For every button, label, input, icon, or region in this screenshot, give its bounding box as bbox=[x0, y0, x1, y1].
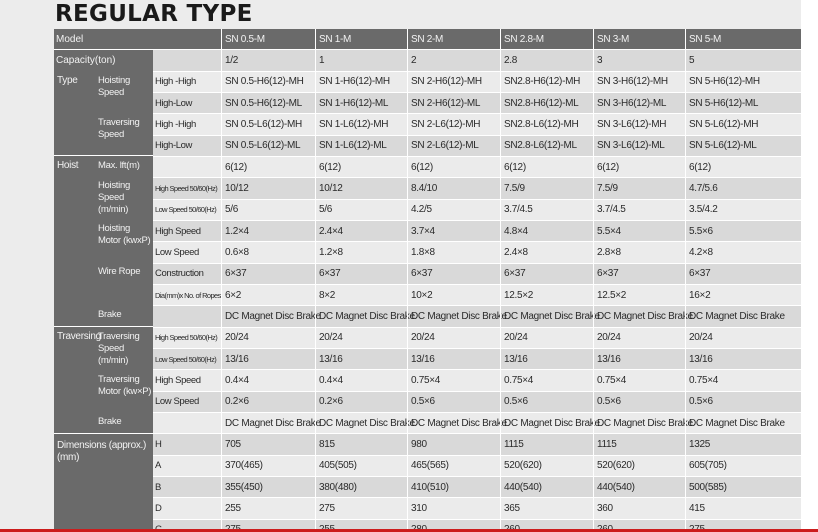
row-sub-label: High-Low bbox=[155, 97, 192, 109]
subgroup-wire-rope: Wire Rope bbox=[98, 266, 141, 278]
table-cell: 6(12) bbox=[221, 157, 315, 177]
subgroup-traversing-motor: Traversing Motor (kw×P) bbox=[98, 374, 152, 397]
table-cell: 20/24 bbox=[407, 328, 500, 348]
table-cell: 0.5×6 bbox=[407, 392, 500, 412]
table-cell: SN 3-L6(12)-MH bbox=[593, 114, 685, 134]
table-row bbox=[54, 242, 801, 263]
table-cell: 10/12 bbox=[221, 178, 315, 198]
table-row bbox=[54, 370, 801, 391]
table-cell: 6(12) bbox=[315, 157, 407, 177]
table-cell: DC Magnet Disc Brake bbox=[315, 306, 407, 326]
table-cell: DC Magnet Disc Brake bbox=[407, 413, 500, 433]
row-sub-label: Low Speed 50/60(Hz) bbox=[155, 205, 217, 215]
table-cell: 440(540) bbox=[593, 477, 685, 497]
table-cell: 1115 bbox=[593, 434, 685, 454]
model-label: Model bbox=[56, 33, 84, 45]
table-cell: 0.75×4 bbox=[685, 370, 801, 390]
row-sub-label: High Speed bbox=[155, 225, 201, 237]
table-cell: DC Magnet Disc Brake bbox=[685, 306, 801, 326]
row-sub-label: High Speed 50/60(Hz) bbox=[155, 333, 218, 343]
table-cell: 410(510) bbox=[407, 477, 500, 497]
table-cell: 275 bbox=[315, 498, 407, 518]
table-cell: 3.7×4 bbox=[407, 221, 500, 241]
table-cell: 13/16 bbox=[500, 349, 593, 369]
subgroup-hoisting-speed-mmin: Hoisting Speed (m/min) bbox=[98, 180, 130, 216]
table-cell: 3.7/4.5 bbox=[593, 200, 685, 220]
table-cell: SN 2-H6(12)-ML bbox=[407, 93, 500, 113]
table-row bbox=[54, 477, 801, 498]
table-cell: 605(705) bbox=[685, 456, 801, 476]
table-cell: 405(505) bbox=[315, 456, 407, 476]
table-cell: 10/12 bbox=[315, 178, 407, 198]
table-cell: 20/24 bbox=[593, 328, 685, 348]
table-row bbox=[54, 93, 801, 114]
table-row bbox=[54, 221, 801, 242]
capacity-cell: 5 bbox=[685, 50, 801, 70]
row-sub-label: Dia(mm)x No. of Ropes bbox=[155, 290, 221, 300]
subgroup-traversing-brake: Brake bbox=[98, 416, 122, 427]
table-row bbox=[54, 136, 801, 157]
table-cell: 6×37 bbox=[685, 264, 801, 284]
table-row bbox=[54, 72, 801, 93]
table-cell: 7.5/9 bbox=[593, 178, 685, 198]
table-cell: SN 1-L6(12)-ML bbox=[315, 136, 407, 156]
table-cell: SN 5-L6(12)-ML bbox=[685, 136, 801, 156]
table-cell: SN2.8-H6(12)-ML bbox=[500, 93, 593, 113]
table-cell: SN 3-H6(12)-ML bbox=[593, 93, 685, 113]
table-row bbox=[54, 434, 801, 455]
table-cell: 0.2×6 bbox=[221, 392, 315, 412]
table-cell: 6×37 bbox=[221, 264, 315, 284]
table-cell: DC Magnet Disc Brake bbox=[221, 306, 315, 326]
table-cell: 980 bbox=[407, 434, 500, 454]
table-cell: DC Magnet Disc Brake bbox=[685, 413, 801, 433]
table-cell: 0.4×4 bbox=[221, 370, 315, 390]
table-cell: 520(620) bbox=[593, 456, 685, 476]
row-sub-label: Construction bbox=[155, 268, 204, 280]
table-row bbox=[54, 328, 801, 349]
table-cell: 310 bbox=[407, 498, 500, 518]
table-cell: SN 1-H6(12)-ML bbox=[315, 93, 407, 113]
table-cell: 7.5/9 bbox=[500, 178, 593, 198]
row-sub-label: H bbox=[155, 438, 162, 450]
model-cell: SN 2-M bbox=[407, 29, 500, 49]
model-cell: SN 0.5-M bbox=[221, 29, 315, 49]
table-cell: DC Magnet Disc Brake bbox=[500, 413, 593, 433]
table-cell: 4.2/5 bbox=[407, 200, 500, 220]
model-cell: SN 5-M bbox=[685, 29, 801, 49]
capacity-cell: 2.8 bbox=[500, 50, 593, 70]
table-cell: SN 2-H6(12)-MH bbox=[407, 72, 500, 92]
table-cell: 4.2×8 bbox=[685, 242, 801, 262]
table-cell: 20/24 bbox=[221, 328, 315, 348]
table-row bbox=[54, 392, 801, 413]
table-cell: 12.5×2 bbox=[500, 285, 593, 305]
table-cell: 0.5×6 bbox=[593, 392, 685, 412]
table-row bbox=[54, 285, 801, 306]
subgroup-traversing-speed: Traversing Speed bbox=[98, 117, 140, 140]
table-cell: 0.5×6 bbox=[500, 392, 593, 412]
table-cell: 4.8×4 bbox=[500, 221, 593, 241]
table-cell: 6(12) bbox=[500, 157, 593, 177]
table-cell: SN 2-L6(12)-ML bbox=[407, 136, 500, 156]
table-row bbox=[54, 200, 801, 221]
table-cell: 6(12) bbox=[685, 157, 801, 177]
table-cell: 20/24 bbox=[685, 328, 801, 348]
subgroup-traversing-speed-mmin: Traversing Speed (m/min) bbox=[98, 331, 140, 366]
capacity-cell: 1/2 bbox=[221, 50, 315, 70]
table-cell: 5.5×6 bbox=[685, 221, 801, 241]
table-cell: 1325 bbox=[685, 434, 801, 454]
table-cell: 3.5/4.2 bbox=[685, 200, 801, 220]
table-cell: 500(585) bbox=[685, 477, 801, 497]
capacity-cell: 1 bbox=[315, 50, 407, 70]
table-row bbox=[54, 413, 801, 434]
row-sub-label: Low Speed 50/60(Hz) bbox=[155, 354, 217, 364]
group-traversing-label: Traversing bbox=[57, 331, 101, 342]
table-cell: 440(540) bbox=[500, 477, 593, 497]
table-cell: 370(465) bbox=[221, 456, 315, 476]
table-cell: SN 5-H6(12)-MH bbox=[685, 72, 801, 92]
row-sub-label: Low Speed bbox=[155, 396, 199, 408]
table-cell: 13/16 bbox=[221, 349, 315, 369]
table-row bbox=[54, 264, 801, 285]
table-cell: SN 1-L6(12)-MH bbox=[315, 114, 407, 134]
group-hoist bbox=[54, 156, 153, 327]
table-cell: 705 bbox=[221, 434, 315, 454]
table-cell: 355(450) bbox=[221, 477, 315, 497]
table-cell: DC Magnet Disc Brake bbox=[315, 413, 407, 433]
table-cell: SN2.8-L6(12)-MH bbox=[500, 114, 593, 134]
model-cell: SN 2.8-M bbox=[500, 29, 593, 49]
table-cell: 1.2×4 bbox=[221, 221, 315, 241]
table-cell: 0.75×4 bbox=[407, 370, 500, 390]
table-cell: 16×2 bbox=[685, 285, 801, 305]
table-cell: 255 bbox=[221, 498, 315, 518]
table-cell: SN 3-H6(12)-MH bbox=[593, 72, 685, 92]
table-cell: 1115 bbox=[500, 434, 593, 454]
table-cell: 5/6 bbox=[221, 200, 315, 220]
table-cell: SN 5-H6(12)-ML bbox=[685, 93, 801, 113]
row-sub-label bbox=[153, 413, 221, 433]
table-cell: 1.8×8 bbox=[407, 242, 500, 262]
table-cell: DC Magnet Disc Brake bbox=[593, 413, 685, 433]
table-cell: DC Magnet Disc Brake bbox=[221, 413, 315, 433]
table-cell: SN 0.5-H6(12)-MH bbox=[221, 72, 315, 92]
row-sub-label: B bbox=[155, 481, 161, 493]
table-cell: 380(480) bbox=[315, 477, 407, 497]
table-cell: 815 bbox=[315, 434, 407, 454]
row-sub-label: High -High bbox=[155, 76, 196, 88]
table-cell: 3.7/4.5 bbox=[500, 200, 593, 220]
row-sub-label: A bbox=[155, 460, 161, 472]
table-cell: 20/24 bbox=[500, 328, 593, 348]
group-traversing bbox=[54, 327, 153, 434]
table-cell: 13/16 bbox=[407, 349, 500, 369]
subgroup-max-lift: Max. lft(m) bbox=[98, 160, 140, 172]
table-row bbox=[54, 114, 801, 135]
table-row bbox=[54, 456, 801, 477]
table-cell: SN2.8-L6(12)-ML bbox=[500, 136, 593, 156]
table-cell: 8.4/10 bbox=[407, 178, 500, 198]
table-cell: 12.5×2 bbox=[593, 285, 685, 305]
subgroup-hoisting-motor: Hoisting Motor (kwxP) bbox=[98, 223, 151, 247]
row-sub-label: Low Speed bbox=[155, 246, 199, 258]
table-cell: 6×2 bbox=[221, 285, 315, 305]
row-sub-label bbox=[153, 306, 221, 326]
table-row bbox=[54, 157, 801, 178]
capacity-cell: 3 bbox=[593, 50, 685, 70]
table-cell: 6(12) bbox=[407, 157, 500, 177]
table-cell: 0.75×4 bbox=[593, 370, 685, 390]
table-cell: 6×37 bbox=[407, 264, 500, 284]
capacity-cell: 2 bbox=[407, 50, 500, 70]
table-cell: 13/16 bbox=[685, 349, 801, 369]
table-cell: 6×37 bbox=[593, 264, 685, 284]
table-cell: SN2.8-H6(12)-MH bbox=[500, 72, 593, 92]
row-sub-label: High Speed 50/60(Hz) bbox=[155, 183, 218, 193]
row-sub-label: High-Low bbox=[155, 140, 192, 152]
group-type bbox=[54, 71, 153, 156]
table-cell: DC Magnet Disc Brake bbox=[593, 306, 685, 326]
row-sub-label: High -High bbox=[155, 118, 196, 130]
row-sub-label: D bbox=[155, 502, 162, 514]
table-cell: 6×37 bbox=[500, 264, 593, 284]
capacity-label: Capacity(ton) bbox=[54, 50, 153, 70]
table-cell: DC Magnet Disc Brake bbox=[407, 306, 500, 326]
table-cell: 20/24 bbox=[315, 328, 407, 348]
table-cell: 0.5×6 bbox=[685, 392, 801, 412]
row-sub-label bbox=[153, 157, 221, 177]
table-cell: 360 bbox=[593, 498, 685, 518]
table-cell: 2.4×8 bbox=[500, 242, 593, 262]
table-cell: SN 0.5-H6(12)-ML bbox=[221, 93, 315, 113]
table-cell: 10×2 bbox=[407, 285, 500, 305]
subgroup-brake: Brake bbox=[98, 309, 122, 321]
table-cell: 0.2×6 bbox=[315, 392, 407, 412]
table-cell: SN 5-L6(12)-MH bbox=[685, 114, 801, 134]
spec-table bbox=[54, 29, 801, 532]
row-sub-label: High Speed bbox=[155, 374, 201, 386]
page-title: REGULAR TYPE bbox=[55, 1, 253, 27]
table-cell: 4.7/5.6 bbox=[685, 178, 801, 198]
table-cell: 465(565) bbox=[407, 456, 500, 476]
table-cell: SN 2-L6(12)-MH bbox=[407, 114, 500, 134]
table-cell: SN 0.5-L6(12)-MH bbox=[221, 114, 315, 134]
table-cell: SN 3-L6(12)-ML bbox=[593, 136, 685, 156]
table-cell: 0.4×4 bbox=[315, 370, 407, 390]
table-cell: SN 1-H6(12)-MH bbox=[315, 72, 407, 92]
subgroup-hoisting-speed: Hoisting Speed bbox=[98, 75, 130, 98]
table-cell: 13/16 bbox=[593, 349, 685, 369]
page-edge bbox=[801, 0, 818, 532]
table-header-row bbox=[54, 29, 801, 50]
table-cell: 0.6×8 bbox=[221, 242, 315, 262]
table-cell: 6×37 bbox=[315, 264, 407, 284]
table-cell: 5.5×4 bbox=[593, 221, 685, 241]
table-row bbox=[54, 498, 801, 519]
table-cell: 415 bbox=[685, 498, 801, 518]
table-row bbox=[54, 306, 801, 327]
table-cell: 2.4×4 bbox=[315, 221, 407, 241]
table-cell: 5/6 bbox=[315, 200, 407, 220]
model-cell: SN 1-M bbox=[315, 29, 407, 49]
table-cell: 6(12) bbox=[593, 157, 685, 177]
table-row bbox=[54, 178, 801, 199]
table-cell: 8×2 bbox=[315, 285, 407, 305]
table-cell: 1.2×8 bbox=[315, 242, 407, 262]
table-cell: 0.75×4 bbox=[500, 370, 593, 390]
group-hoist-label: Hoist bbox=[57, 160, 79, 172]
model-cell: SN 3-M bbox=[593, 29, 685, 49]
capacity-row bbox=[54, 50, 801, 71]
table-cell: SN 0.5-L6(12)-ML bbox=[221, 136, 315, 156]
spec-rows bbox=[54, 72, 801, 532]
table-cell: 520(620) bbox=[500, 456, 593, 476]
table-cell: DC Magnet Disc Brake bbox=[500, 306, 593, 326]
table-cell: 2.8×8 bbox=[593, 242, 685, 262]
group-dimensions-label: Dimensions (approx.) (mm) bbox=[57, 439, 147, 463]
table-cell: 13/16 bbox=[315, 349, 407, 369]
group-type-label: Type bbox=[57, 75, 78, 86]
table-row bbox=[54, 349, 801, 370]
group-dimensions bbox=[54, 434, 153, 532]
table-cell: 365 bbox=[500, 498, 593, 518]
